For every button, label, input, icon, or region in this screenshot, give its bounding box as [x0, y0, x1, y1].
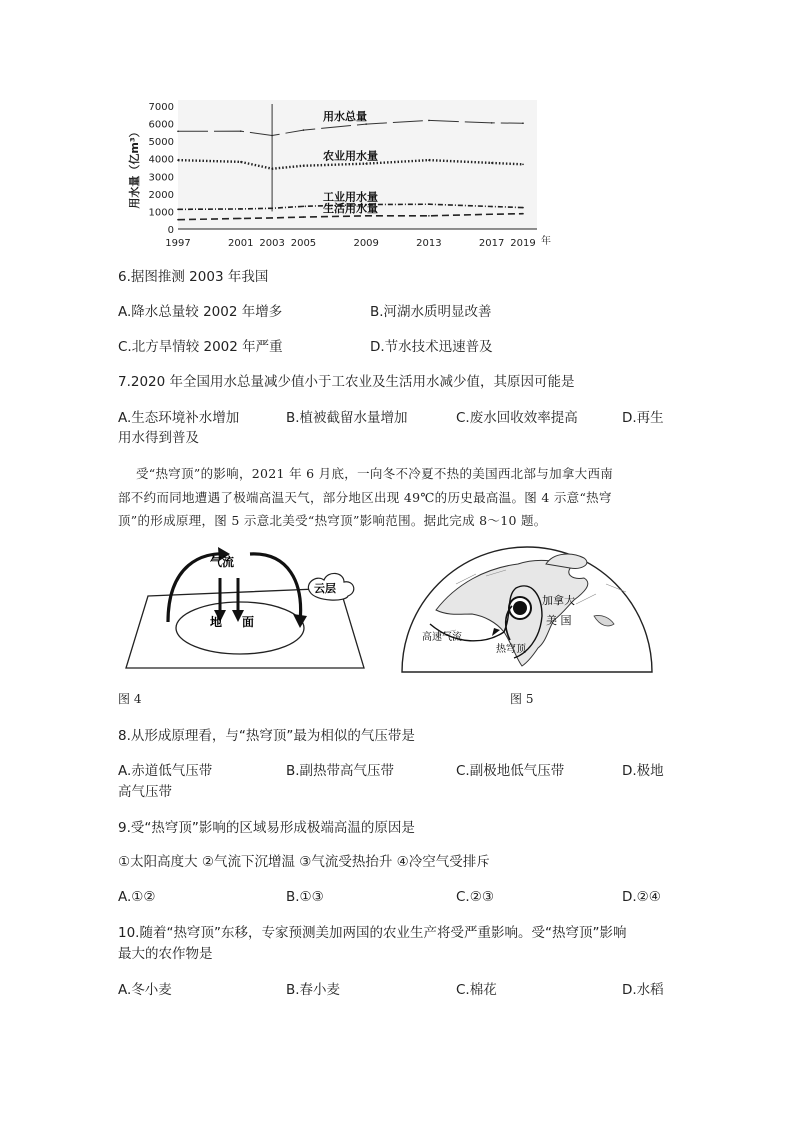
right-arc-airflow [250, 554, 301, 622]
x-tick-label: 2013 [416, 238, 442, 249]
fig4-ground-left: 地 [210, 615, 223, 629]
figure-5-north-america-map [396, 544, 658, 676]
data-point [240, 161, 242, 163]
y-tick-label: 3000 [148, 172, 174, 184]
high-pressure-ellipse [176, 602, 304, 654]
q8-option-c[interactable]: C.副极地低气压带 [456, 763, 565, 779]
x-tick-label: 2005 [290, 238, 317, 249]
data-point [522, 207, 524, 209]
data-point [491, 162, 493, 164]
q7-option-b[interactable]: B.植被截留水量增加 [286, 410, 408, 426]
y-tick-label: 1000 [148, 207, 174, 219]
data-point [365, 215, 367, 217]
data-point [177, 219, 179, 221]
q9-option-c[interactable]: C.②③ [456, 889, 494, 905]
q10-option-b[interactable]: B.春小麦 [286, 982, 341, 998]
y-axis-label: 用水量（亿m³） [128, 126, 141, 209]
data-point [428, 120, 430, 122]
q7-option-c[interactable]: C.废水回收效率提高 [456, 410, 578, 426]
q6-option-d[interactable]: D.节水技术迅速普及 [370, 339, 493, 355]
q9-option-d[interactable]: D.②④ [622, 889, 661, 905]
data-point [491, 122, 493, 124]
q9-items: ①太阳高度大 ②气流下沉增温 ③气流受热抬升 ④冷空气受排斥 [118, 854, 490, 870]
q8-option-a[interactable]: A.赤道低气压带 [118, 763, 213, 779]
q7-option-a[interactable]: A.生态环境补水增加 [118, 410, 240, 426]
data-point [271, 168, 273, 170]
fig4-airflow-label: 气流 [210, 555, 235, 569]
data-point [271, 217, 273, 219]
passage-line-3: 顶”的形成原理，图 5 示意北美受“热穹顶”影响范围。据此完成 8～10 题。 [118, 513, 547, 528]
q9-stem: 9.受“热穹顶”影响的区域易形成极端高温的原因是 [118, 820, 415, 836]
y-tick-label: 6000 [148, 119, 174, 131]
q8-option-b[interactable]: B.副热带高气压带 [286, 763, 395, 779]
fig5-jet-label: 高速气流 [422, 632, 462, 643]
data-point [271, 207, 273, 209]
water-use-chart [118, 96, 554, 252]
fig5-dome-label: 热穹顶 [496, 644, 526, 655]
q10-option-c[interactable]: C.棉花 [456, 982, 497, 998]
q7-option-d-cont: 用水得到普及 [118, 430, 199, 446]
series-label: 工业用水量 [323, 190, 378, 204]
fig4-cloud-label: 云层 [314, 582, 336, 595]
passage-line-1: 受“热穹顶”的影响，2021 年 6 月底，一向冬不冷夏不热的美国西北部与加拿大西南 [136, 466, 614, 481]
data-point [365, 123, 367, 125]
data-point [240, 130, 242, 132]
data-point [365, 163, 367, 165]
fig4-ground-right: 面 [242, 615, 255, 629]
q8-option-d[interactable]: D.极地 [622, 763, 664, 779]
figure-5-caption: 图 5 [510, 692, 534, 706]
data-point [177, 159, 179, 161]
data-point [177, 209, 179, 211]
data-point [271, 135, 273, 137]
q10-stem-line-1: 10.随着“热穹顶”东移，专家预测美加两国的农业生产将受严重影响。受“热穹顶”影响 [118, 925, 627, 941]
x-tick-label: 2009 [353, 238, 379, 249]
data-point [240, 218, 242, 220]
data-point [428, 159, 430, 161]
heat-dome-core [513, 601, 527, 615]
x-tick-label: 2019 [510, 238, 536, 249]
fig5-usa-label: 美 国 [546, 614, 572, 627]
q8-stem: 8.从形成原理看，与“热穹顶”最为相似的气压带是 [118, 728, 415, 744]
q10-option-a[interactable]: A.冬小麦 [118, 982, 172, 998]
q9-option-a[interactable]: A.①② [118, 889, 156, 905]
y-tick-label: 0 [167, 225, 174, 236]
q10-option-d[interactable]: D.水稻 [622, 982, 664, 998]
data-point [303, 216, 305, 218]
y-tick-label: 2000 [148, 189, 174, 201]
passage-line-2: 部不约而同地遭遇了极端高温天气，部分地区出现 49℃的历史最高温。图 4 示意“热穹 [118, 490, 612, 505]
data-point [303, 129, 305, 131]
series-label: 农业用水量 [323, 149, 378, 163]
x-axis-unit: 年 [541, 236, 551, 247]
data-point [428, 203, 430, 205]
x-tick-label: 2003 [259, 238, 285, 249]
data-point [522, 213, 524, 215]
data-point [522, 164, 524, 166]
q8-option-d-cont: 高气压带 [118, 784, 172, 800]
y-tick-label: 4000 [148, 154, 174, 166]
series-label: 生活用水量 [323, 201, 378, 215]
data-point [303, 165, 305, 167]
x-tick-label: 2001 [228, 238, 254, 249]
data-point [177, 131, 179, 133]
data-point [428, 215, 430, 217]
x-tick-label: 1997 [165, 238, 191, 249]
q6-stem: 6.据图推测 2003 年我国 [118, 269, 269, 285]
q9-option-b[interactable]: B.①③ [286, 889, 324, 905]
data-point [303, 206, 305, 208]
fig5-canada-label: 加拿大 [542, 594, 575, 607]
q7-option-d[interactable]: D.再生 [622, 410, 664, 426]
q6-option-b[interactable]: B.河湖水质明显改善 [370, 304, 492, 320]
right-arc-arrowhead [293, 614, 307, 628]
y-tick-label: 7000 [148, 102, 174, 113]
y-tick-label: 5000 [148, 137, 174, 149]
series-label: 用水总量 [323, 110, 367, 124]
q10-stem-line-2: 最大的农作物是 [118, 946, 213, 962]
data-point [240, 208, 242, 210]
data-point [491, 213, 493, 215]
x-tick-label: 2017 [478, 238, 505, 249]
figure-4-caption: 图 4 [118, 692, 142, 706]
figure-4-heat-dome-principle [118, 544, 368, 674]
q6-option-c[interactable]: C.北方旱情较 2002 年严重 [118, 339, 283, 355]
data-point [522, 122, 524, 124]
q6-option-a[interactable]: A.降水总量较 2002 年增多 [118, 304, 283, 320]
q7-stem: 7.2020 年全国用水总量减少值小于工农业及生活用水减少值，其原因可能是 [118, 374, 575, 390]
data-point [491, 206, 493, 208]
